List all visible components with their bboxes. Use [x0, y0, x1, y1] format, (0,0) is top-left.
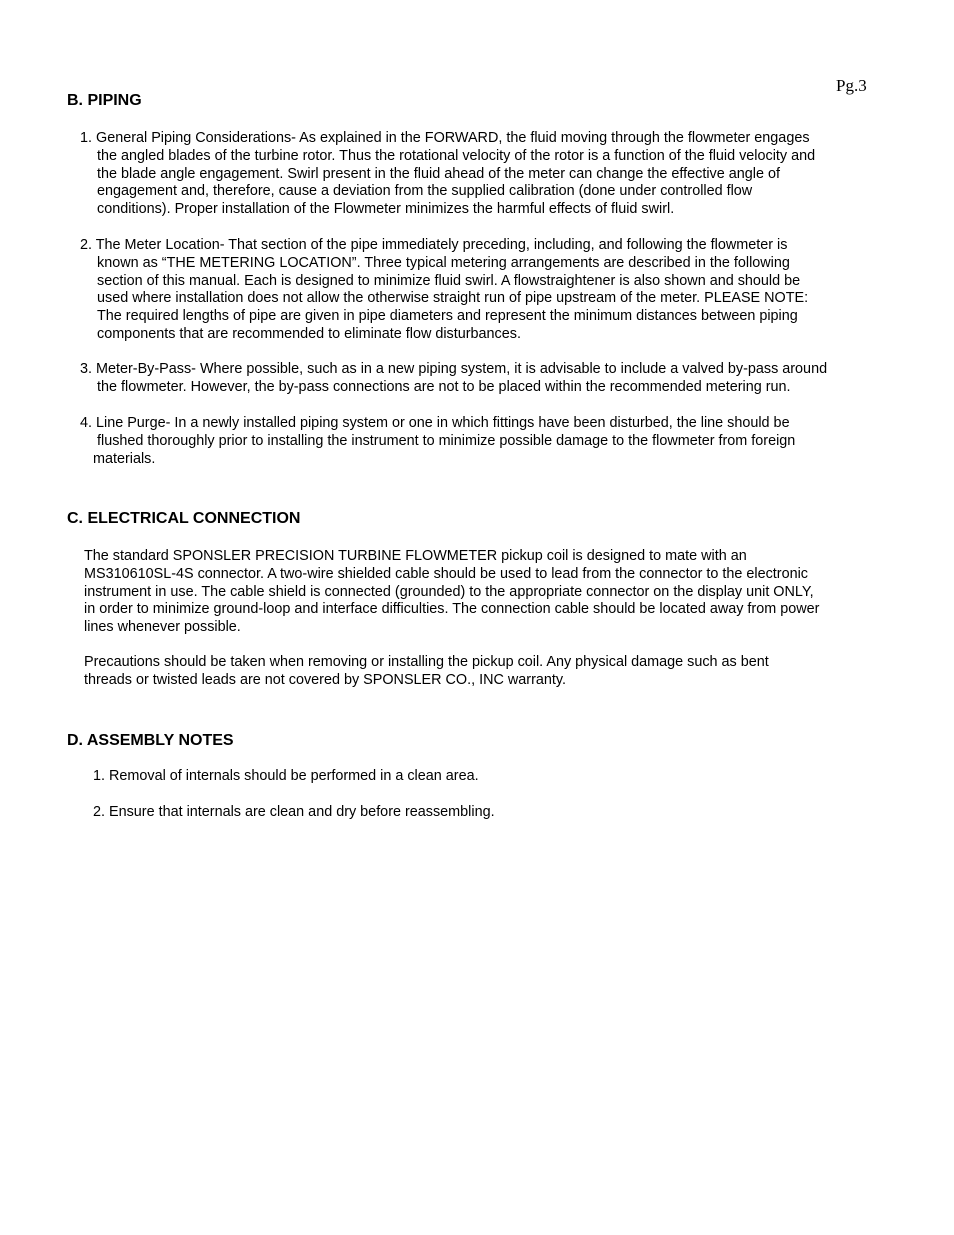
- text-line: MS310610SL-4S connector. A two-wire shielded cable should be used to lead from the connector to the electronic: [84, 565, 808, 582]
- text-line: the angled blades of the turbine rotor. Thus the rotational velocity of the rotor is a function of the fluid velocity and: [97, 147, 816, 164]
- text-line: used where installation does not allow the otherwise straight run of pipe upstream of the meter. PLEASE NOTE:: [97, 290, 809, 307]
- electrical-heading: C. ELECTRICAL CONNECTION: [67, 510, 301, 527]
- text-line: 3. Meter-By-Pass- Where possible, such as in a new piping system, it is advisable to include a valved by-pass around: [80, 361, 828, 377]
- text-line: known as “THE METERING LOCATION”. Three typical metering arrangements are described in the following: [97, 254, 790, 271]
- piping-heading: B. PIPING: [67, 92, 142, 109]
- text-line: conditions). Proper installation of the Flowmeter minimizes the harmful effects of fluid swirl.: [97, 201, 675, 218]
- text-line: threads or twisted leads are not covered by SPONSLER CO., INC warranty.: [84, 671, 567, 688]
- assembly-item-2: 2. Ensure that internals are clean and dry before reassembling.: [93, 804, 495, 820]
- text-line: materials.: [93, 450, 156, 467]
- text-line: engagement and, therefore, cause a deviation from the supplied calibration (done under controlled flow: [97, 183, 753, 200]
- text-line: lines whenever possible.: [84, 619, 241, 636]
- text-line: flushed thoroughly prior to installing the instrument to minimize possible damage to the flowmeter from foreign: [97, 432, 796, 449]
- piping-item-1: [80, 130, 815, 219]
- page-number: Pg.3: [836, 76, 867, 95]
- electrical-paragraph-2: [84, 654, 769, 690]
- text-line: in order to minimize ground-loop and interface difficulties. The connection cable should be located away from power: [84, 601, 820, 618]
- text-line: 4. Line Purge- In a newly installed piping system or one in which fittings have been disturbed, the line should be: [80, 415, 790, 431]
- text-line: The standard SPONSLER PRECISION TURBINE FLOWMETER pickup coil is designed to mate with an: [84, 548, 747, 564]
- piping-item-2: [80, 237, 808, 344]
- text-line: section of this manual. Each is designed to minimize fluid swirl. A flowstraightener is also shown and should be: [97, 272, 801, 289]
- text-line: 1. General Piping Considerations- As explained in the FORWARD, the fluid moving through the flowmeter engages: [80, 130, 810, 146]
- text-line: The required lengths of pipe are given in pipe diameters and represent the minimum distances between piping: [97, 308, 798, 325]
- text-line: Precautions should be taken when removing or installing the pickup coil. Any physical damage such as bent: [84, 654, 769, 670]
- text-line: components that are recommended to eliminate flow disturbances.: [97, 325, 521, 342]
- text-line: instrument in use. The cable shield is connected (grounded) to the appropriate connector on the display unit ONLY,: [84, 583, 814, 600]
- piping-item-3: [80, 361, 827, 397]
- electrical-paragraph-1: [84, 548, 819, 637]
- text-line: the blade angle engagement. Swirl present in the fluid ahead of the meter can change the effective angle of: [97, 165, 780, 182]
- assembly-heading: D. ASSEMBLY NOTES: [67, 732, 234, 749]
- piping-item-4: [80, 415, 795, 468]
- text-line: 2. The Meter Location- That section of the pipe immediately preceding, including, and following the flowmeter is: [80, 237, 788, 253]
- assembly-item-1: 1. Removal of internals should be performed in a clean area.: [93, 768, 479, 784]
- text-line: the flowmeter. However, the by-pass connections are not to be placed within the recommended metering run.: [97, 378, 791, 395]
